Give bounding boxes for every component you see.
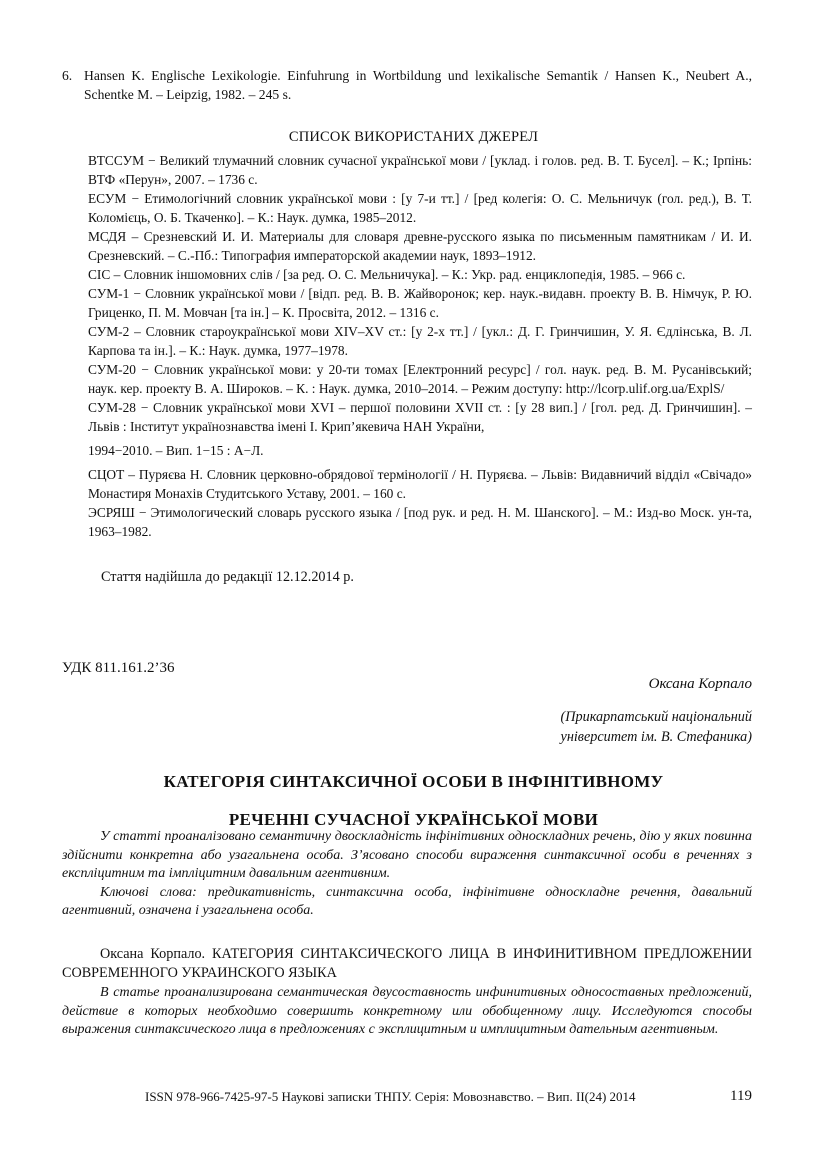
russian-heading — [62, 945, 752, 983]
sources-list — [88, 151, 752, 541]
page-number: 119 — [730, 1088, 752, 1104]
udk-code: УДК 811.161.2’36 — [62, 660, 175, 676]
affiliation-line: університет ім. В. Стефаника) — [560, 729, 752, 745]
abstract-text: У статті проаналізовано семантичну двоскладність інфінітивних односкладних речень, дію у яких повинна здійснити конкретна або узагальнена особа. З’ясовано способи вираження синтаксичної особи в реченнях з експліцитним та імпліцитним давальним агентивним. — [62, 829, 752, 882]
abstract-russian — [62, 984, 752, 1040]
source-entry: СУМ-1 − Словник української мови / [відп. ред. В. В. Жайворонок; кер. наук.-видавн. проекту В. В. Німчук, Р. Ю. Гриценко, П. М. Мовчан [та ін.] – К. Просвіта, 2012. – 1316 с. — [88, 286, 752, 320]
source-entry: ЕСУМ − Етимологічний словник української мови : [у 7-и тт.] / [ред колегія: О. С. Мельничук (гол. ред.), В. Т. Коломієць, О. Б. Ткаченко]. – К.: Наук. думка, 1985–2012. — [88, 191, 752, 225]
russian-title: Оксана Корпало. КАТЕГОРИЯ СИНТАКСИЧЕСКОГО ЛИЦА В ИНФИНИТИВНОМ ПРЕДЛОЖЕНИИ СОВРЕМЕННОГО УКРАИНСКОГО ЯЗЫКА — [62, 946, 752, 981]
source-entry: СУМ-2 – Словник староукраїнської мови XIV–XV ст.: [у 2-х тт.] / [укл.: Д. Г. Гринчишин, У. Я. Єдлінська, В. Л. Карпова та ін.]. – К.: Наук. думка, 1977–1978. — [88, 324, 752, 358]
title-line: КАТЕГОРІЯ СИНТАКСИЧНОЇ ОСОБИ В ІНФІНІТИВНОМУ — [163, 772, 664, 791]
source-sum28-last: 1994−2010. – Вип. 1−15 : А−Л. — [88, 443, 264, 458]
author-affiliation — [452, 707, 752, 747]
reference-number: 6. — [62, 68, 73, 83]
source-entry: СІС – Словник іншомовних слів / [за ред. О. С. Мельничука]. – К.: Укр. рад. енциклопедія, 1985. – 966 с. — [88, 267, 686, 282]
sources-heading: СПИСОК ВИКОРИСТАНИХ ДЖЕРЕЛ — [288, 129, 539, 145]
reference-text: Hansen K. Englische Lexikologie. Einfuhrung in Wortbildung und lexikalische Semantik / Hansen K., Neubert A., Schentke M. – Leipzig, 1982. – 245 s. — [84, 68, 752, 102]
keywords-text: Ключові слова: предикативність, синтаксична особа, інфінітивне односкладне речення, давальний агентивний, означена і узагальнена особа. — [62, 884, 752, 919]
russian-abstract-text: В статье проанализирована семантическая двусоставность инфинитивных односоставных предложений, действие в которых необходимо совершить конкретному или обобщенному лицу. Исследуются способы выражения синтаксического лица в предложениях с эксплицитным и имплицитным дательным агентивным. — [62, 985, 752, 1038]
source-sum28-main: СУМ-28 − Словник української мови XVI – першої половини XVII ст. : [у 28 вип.] / [гол. ред. Д. Гринчишин]. – Львів : Інститут українознавства імені І. Крип’якевича НАН України, — [88, 400, 752, 434]
title-line: РЕЧЕННІ СУЧАСНОЇ УКРАЇНСЬКОЇ МОВИ — [228, 810, 599, 829]
received-date: Стаття надійшла до редакції 12.12.2014 р. — [101, 569, 354, 585]
abstract-ukrainian — [62, 828, 752, 921]
source-entry: МСДЯ – Срезневский И. И. Материалы для словаря древне-русского языка по письменным памятникам / И. И. Срезневский. – С.-Пб.: Типография императорской академии наук, 1893–1912. — [88, 229, 752, 263]
source-entry: ЭСРЯШ − Этимологический словарь русского языка / [под рук. и ред. Н. М. Шанского]. – М.: Изд-во Моск. ун-та, 1963–1982. — [88, 505, 752, 539]
affiliation-line: (Прикарпатський національний — [560, 709, 752, 725]
source-entry: СЦОТ – Пуряєва Н. Словник церковно-обрядової термінології / Н. Пуряєва. – Львів: Видавничий відділ «Свічадо» Монастиря Монахів Студитського Уставу, 2001. – 160 с. — [88, 467, 752, 501]
source-entry: СУМ-20 − Словник української мови: у 20-ти томах [Електронний ресурс] / гол. наук. ред. В. М. Русанівський; наук. кер. проекту В. А. Широков. – К. : Наук. думка, 2010–2014. – Режим доступу: http://lcorp.ulif.org.ua/ExplS/ — [88, 362, 752, 396]
author-name: Оксана Корпало — [648, 676, 752, 692]
reference-item — [62, 66, 752, 104]
source-entry: ВТССУМ − Великий тлумачний словник сучасної української мови / [уклад. і голов. ред. В. Т. Бусел]. – К.; Ірпінь: ВТФ «Перун», 2007. – 1736 с. — [88, 153, 752, 187]
journal-footer: ISSN 978-966-7425-97-5 Наукові записки ТНПУ. Серія: Мовознавство. – Вип. ІІ(24) 2014 — [145, 1089, 636, 1104]
source-entry-sum28 — [88, 398, 752, 460]
